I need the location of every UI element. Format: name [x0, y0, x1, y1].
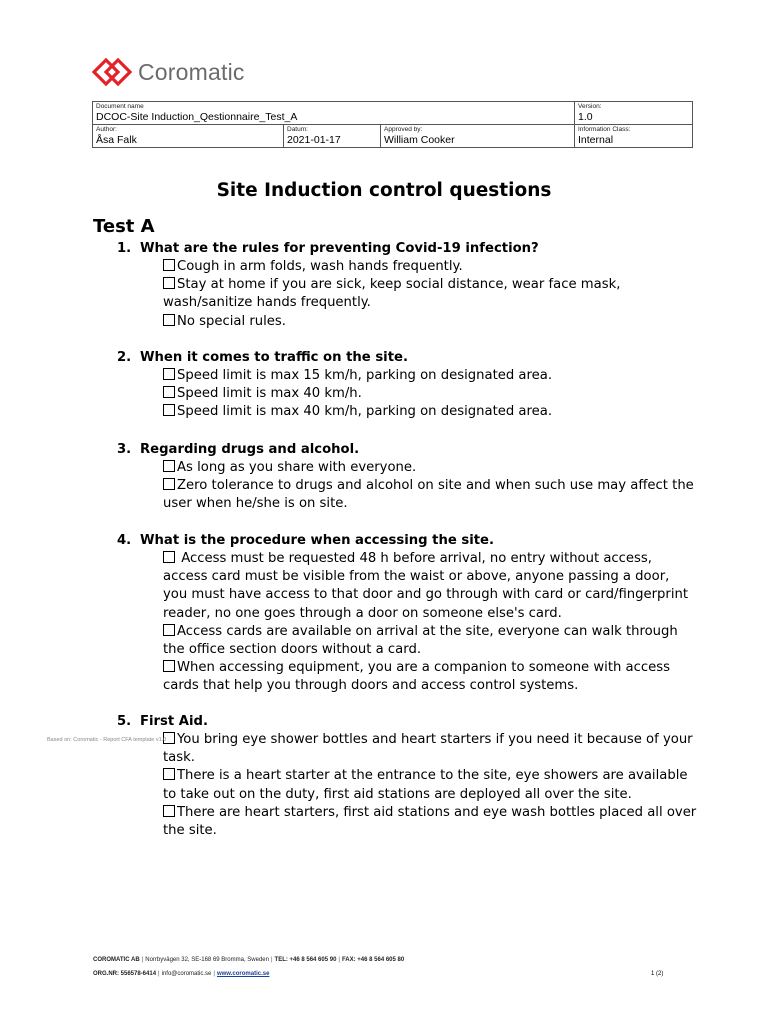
- question-title: [117, 713, 697, 731]
- question-number: 1.: [117, 241, 132, 256]
- approved-by-label: Approved by:: [384, 126, 423, 133]
- answer-option: [163, 731, 697, 767]
- document-info-table: [92, 101, 693, 148]
- question-text: What is the procedure when accessing the site.: [140, 533, 495, 548]
- checkbox[interactable]: [163, 624, 175, 636]
- checkbox[interactable]: [163, 660, 175, 672]
- question-text: First Aid.: [140, 714, 208, 729]
- answer-option: [163, 385, 697, 403]
- document-name-value: DCOC-Site Induction_Qestionnaire_Test_A: [96, 111, 298, 123]
- answer-option: [163, 258, 697, 276]
- company-logo: [92, 58, 245, 86]
- checkbox[interactable]: [163, 460, 175, 472]
- answer-text: When accessing equipment, you are a companion to someone with access cards that help you through doors and access control systems.: [163, 660, 670, 694]
- information-class-value: Internal: [578, 134, 614, 146]
- information-class-cell: [575, 125, 693, 148]
- footer-address-line: COROMATIC AB | Norrbyvägen 32, SE-168 69 Bromma, Sweden | TEL: +46 8 564 605 90 | FAX: +46 8 564 605 80: [93, 957, 405, 963]
- question-text: What are the rules for preventing Covid-19 infection?: [140, 241, 539, 256]
- checkbox[interactable]: [163, 386, 175, 398]
- question-title: [117, 349, 697, 367]
- question-number: 4.: [117, 533, 132, 548]
- checkbox[interactable]: [163, 404, 175, 416]
- author-value: Åsa Falk: [96, 134, 137, 146]
- date-label: Datum:: [287, 126, 308, 133]
- author-cell: [93, 125, 284, 148]
- question-text: Regarding drugs and alcohol.: [140, 442, 360, 457]
- answer-option: [163, 403, 697, 421]
- checkbox[interactable]: [163, 277, 175, 289]
- version-label: Version:: [578, 103, 602, 110]
- answer-text: No special rules.: [177, 313, 286, 329]
- answer-option: [163, 804, 697, 840]
- question-text: When it comes to traffic on the site.: [140, 350, 408, 365]
- question-number: 5.: [117, 714, 132, 729]
- approved-by-value: William Cooker: [384, 134, 455, 146]
- logo-text: Coromatic: [138, 58, 245, 85]
- version-cell: [575, 102, 693, 125]
- question-title: [117, 441, 697, 459]
- template-note: Based on: Coromatic - Report CFA template v1.0: [47, 737, 167, 743]
- answer-text: Cough in arm folds, wash hands frequently.: [177, 259, 463, 274]
- answer-option: [163, 477, 697, 513]
- page-number: 1 (2): [651, 971, 664, 977]
- answer-text: Speed limit is max 15 km/h, parking on designated area.: [177, 368, 553, 383]
- answer-option: [163, 623, 697, 659]
- answer-text: There are heart starters, first aid stations and eye wash bottles placed all over the site.: [163, 804, 697, 839]
- coromatic-logo-icon: [92, 58, 132, 86]
- footer-website-link[interactable]: www.coromatic.se: [216, 971, 270, 977]
- question-1: [117, 240, 697, 331]
- checkbox[interactable]: [163, 805, 175, 817]
- information-class-label: Information Class:: [578, 126, 631, 133]
- checkbox[interactable]: [163, 551, 175, 563]
- answer-text: There is a heart starter at the entrance to the site, eye showers are available to take out on the duty, first aid stations are deployed all over the site.: [163, 768, 688, 802]
- answer-text: As long as you share with everyone.: [177, 460, 417, 475]
- answer-text: Stay at home if you are sick, keep social distance, wear face mask, wash/sanitize hands frequently.: [163, 277, 621, 311]
- question-number: 3.: [117, 442, 132, 457]
- answer-option: [163, 276, 697, 312]
- answer-option: [163, 550, 697, 623]
- approved-cell: [381, 125, 575, 148]
- footer-fax: FAX: +46 8 564 605 80: [341, 957, 405, 963]
- page-title: Site Induction control questions: [216, 180, 552, 201]
- footer-org-number: ORG.NR: 556578-6414: [93, 971, 157, 977]
- footer-address: Norrbyvägen 32, SE-168 69 Bromma, Sweden: [145, 957, 269, 963]
- answer-option: [163, 459, 697, 477]
- answer-text: Speed limit is max 40 km/h, parking on designated area.: [177, 404, 553, 420]
- question-3: [117, 441, 697, 514]
- answer-text: Zero tolerance to drugs and alcohol on site and when such use may affect the user when he/she is on site.: [163, 478, 694, 512]
- checkbox[interactable]: [163, 368, 175, 380]
- answer-text: Speed limit is max 40 km/h.: [177, 386, 362, 402]
- checkbox[interactable]: [163, 314, 175, 326]
- document-info-row: [93, 102, 693, 125]
- date-value: 2021-01-17: [287, 134, 341, 146]
- answer-option: [163, 767, 697, 803]
- answer-text: You bring eye shower bottles and heart starters if you need it because of your task.: [163, 732, 693, 766]
- checkbox[interactable]: [163, 259, 175, 271]
- version-value: 1.0: [578, 111, 593, 123]
- author-label: Author:: [96, 126, 117, 133]
- answer-text: Access cards are available on arrival at the site, everyone can walk through the office section doors without a card.: [163, 623, 678, 658]
- test-heading: Test A: [93, 216, 155, 237]
- document-info-row: [93, 125, 693, 148]
- question-5: [117, 713, 697, 840]
- checkbox[interactable]: [163, 768, 175, 780]
- footer-email: info@coromatic.se: [161, 971, 212, 977]
- answer-option: [163, 367, 697, 385]
- answer-text: Access must be requested 48 h before arrival, no entry without access, access card must be visible from the waist or above, anyone passing a door, you must have access to that door and go through with card or card/fingerprint reader, no one goes through a door on someone else's card.: [163, 551, 689, 621]
- question-4: [117, 532, 697, 696]
- question-title: [117, 240, 697, 258]
- question-2: [117, 349, 697, 422]
- checkbox[interactable]: [163, 478, 175, 490]
- document-name-label: Document name: [96, 103, 144, 110]
- date-cell: [284, 125, 381, 148]
- answer-option: [163, 313, 697, 331]
- footer-tel: TEL: +46 8 564 605 90: [274, 957, 337, 963]
- footer-company: COROMATIC AB: [93, 957, 140, 963]
- question-title: [117, 532, 697, 550]
- answer-option: [163, 659, 697, 695]
- footer-org-line: ORG.NR: 556578-6414 | info@coromatic.se | www.coromatic.se: [93, 971, 270, 977]
- document-name-cell: [93, 102, 575, 125]
- question-number: 2.: [117, 350, 132, 365]
